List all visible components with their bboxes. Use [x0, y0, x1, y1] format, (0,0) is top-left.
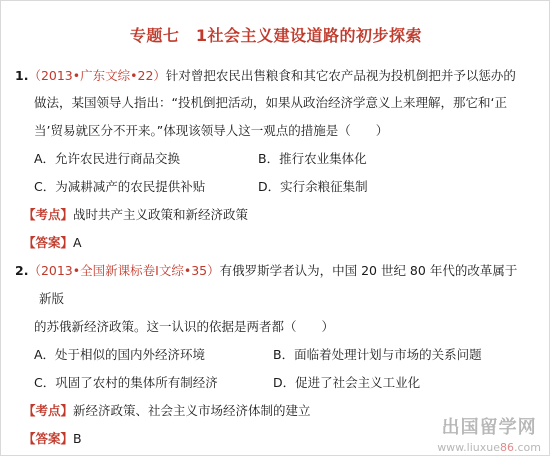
question-2-stem-part-2: 的苏俄新经济政策。这一认识的依据是两者都（ ）: [34, 319, 335, 334]
question-1-stem-part-1: 针对曾把农民出售粮食和其它农产品视为投机倒把并予以惩办的: [165, 68, 516, 83]
question-2-option-c: C．巩固了农村的集体所有制经济: [34, 375, 218, 390]
question-1-option-a: A．允许农民进行商品交换: [34, 151, 181, 166]
question-1-answer-text: A: [73, 235, 82, 250]
question-1-option-c: C．为减耕减产的农民提供补贴: [34, 179, 206, 194]
question-1-line-1: [15, 68, 516, 84]
question-2-stem-part-1: 有俄罗斯学者认为，中国 20 世纪 80 年代的改革属于: [219, 263, 518, 278]
question-1-stem-part-2: 做法，某国领导人指出：“投机倒把活动，如果从政治经济学意义上来理解，那它和‘正: [34, 95, 507, 110]
question-2-option-b: B．面临着处理计划与市场的关系问题: [273, 347, 482, 362]
watermark-url: [437, 441, 541, 454]
question-2-stem-part-1b: 新版: [39, 291, 65, 306]
question-2-kaodian: [23, 403, 311, 419]
watermark-site-name: 出国留学网: [441, 417, 537, 438]
question-2-option-a: A．处于相似的国内外经济环境: [34, 347, 206, 362]
question-2-kaodian-label: 【考点】: [23, 403, 74, 418]
watermark-url-suffix: .com: [514, 441, 541, 454]
question-1-option-b: B．推行农业集体化: [258, 151, 367, 166]
question-2-line-1: [15, 263, 517, 279]
question-1-source: （2013•广东文综•22）: [28, 68, 166, 83]
question-2-answer: [23, 431, 82, 447]
question-2-option-d: D．促进了社会主义工业化: [273, 375, 421, 390]
question-2-kaodian-text: 新经济政策、社会主义市场经济体制的建立: [73, 403, 311, 418]
question-1-answer-label: 【答案】: [23, 235, 74, 250]
question-1-kaodian: [23, 207, 248, 223]
watermark-url-prefix: www.liuxue: [437, 441, 500, 454]
question-1-number: 1.: [15, 68, 29, 83]
question-2-answer-text: B: [73, 431, 82, 446]
question-1-answer: [23, 235, 82, 251]
question-2-answer-label: 【答案】: [23, 431, 74, 446]
question-2-source: （2013•全国新课标卷Ⅰ文综•35）: [28, 263, 220, 278]
question-1-kaodian-text: 战时共产主义政策和新经济政策: [73, 207, 249, 222]
watermark-url-highlight: 86: [500, 441, 514, 454]
question-1-kaodian-label: 【考点】: [23, 207, 74, 222]
site-watermark: [437, 413, 541, 454]
question-1-stem-part-3: 当’贸易就区分不开来。”体现该领导人这一观点的措施是（ ）: [34, 123, 389, 138]
question-2-number: 2.: [15, 263, 29, 278]
question-1-option-d: D．实行余粮征集制: [258, 179, 368, 194]
page-title: 专题七 1社会主义建设道路的初步探索: [129, 26, 423, 45]
